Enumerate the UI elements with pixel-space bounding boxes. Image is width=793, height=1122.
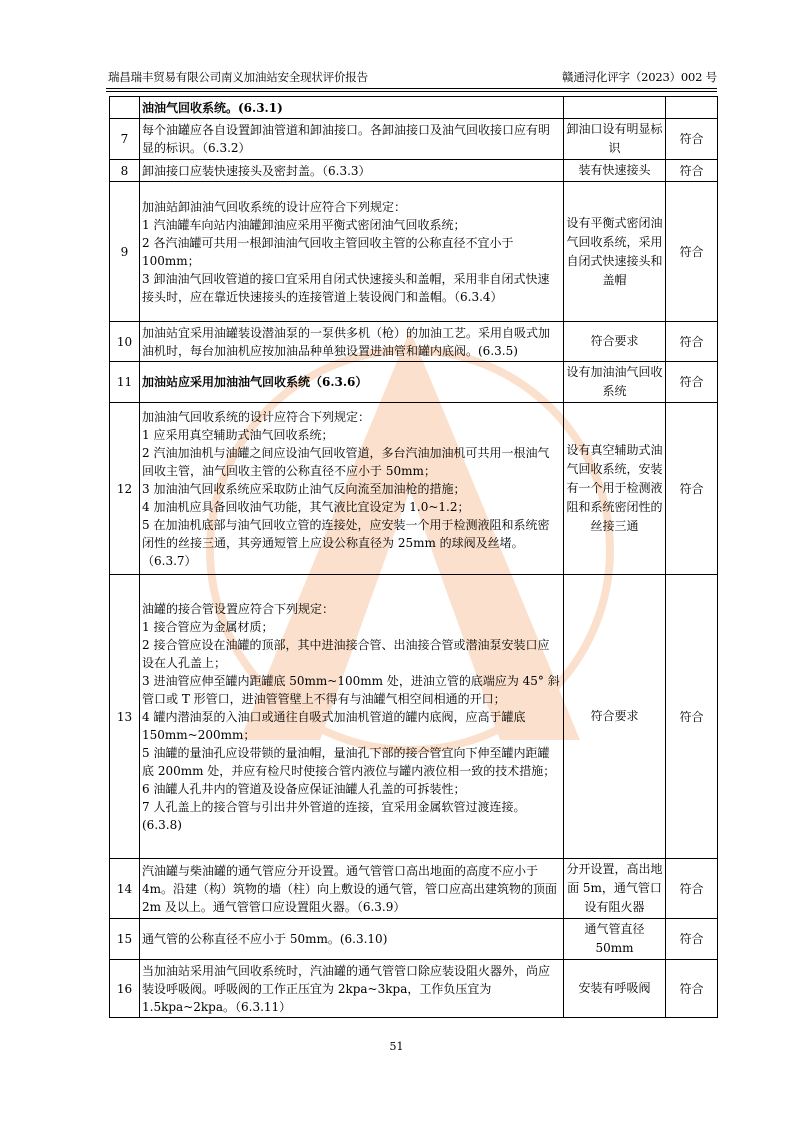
requirement-line: 油油气回收系统。(6.3.1) [142,100,283,115]
requirement-line: 3 卸油油气回收管道的接口宜采用自闭式快速接头和盖帽，采用非自闭式快速接头时，应在靠近快速接头的连接管道上装设阀门和盖帽。（6.3.4） [142,271,550,304]
requirement-line: 7 人孔盖上的接合管与引出井外管道的连接，宜采用金属软管过渡连接。(6.3.8) [142,799,526,832]
row-number: 8 [110,160,140,182]
conclusion-cell: 设有平衡式密闭油气回收系统，采用自闭式快速接头和盖帽 [564,182,666,322]
result-cell [666,97,718,119]
requirement-line: 1 接合管应为金属材质； [142,619,274,634]
requirement-line: 加油站应采用加油油气回收系统（6.3.6） [142,375,368,389]
requirement-cell [140,362,564,403]
table-row [110,182,718,322]
result-cell: 符合 [666,119,718,160]
row-number: 10 [110,322,140,362]
requirement-line: 3 进油管应伸至罐内距罐底 50mm~100mm 处，进油立管的底端应为 45° 斜管口或 T 形管口，进油管管壁上不得有与油罐气相空间相通的开口； [142,673,560,706]
header-divider-thin [106,91,717,92]
header-right: 赣通浔化评字（2023）002 号 [562,70,717,84]
requirement-cell [140,182,564,322]
row-number: 14 [110,859,140,919]
result-cell: 符合 [666,403,718,575]
requirement-cell [140,919,564,960]
result-cell: 符合 [666,182,718,322]
result-cell: 符合 [666,362,718,403]
conclusion-cell: 符合要求 [564,575,666,859]
row-number: 7 [110,119,140,160]
row-number: 9 [110,182,140,322]
table-row [110,859,718,919]
requirement-line: 1 汽油罐车向站内油罐卸油应采用平衡式密闭油气回收系统； [142,217,466,232]
requirement-line: 当加油站采用油气回收系统时，汽油罐的通气管管口除应装设阻火器外，尚应装设呼吸阀。呼吸阀的工作正压宜为 2kpa~3kpa，工作负压宜为 1.5kpa~2kpa。（6.3.11） [142,963,551,1014]
row-number [110,97,140,119]
conclusion-cell: 通气管直径50mm [564,919,666,960]
conclusion-cell [564,97,666,119]
requirement-line: 通气管的公称直径不应小于 50mm。(6.3.10) [142,932,388,946]
table-row [110,575,718,859]
conclusion-cell: 安装有呼吸阀 [564,960,666,1018]
requirement-cell [140,403,564,575]
page-number: 51 [389,1040,404,1053]
requirement-cell [140,160,564,182]
table-row [110,97,718,119]
conclusion-cell: 分开设置，高出地面 5m，通气管口设有阻火器 [564,859,666,919]
row-number: 13 [110,575,140,859]
requirement-cell [140,859,564,919]
requirement-line: 3 加油油气回收系统应采取防止油气反向流至加油枪的措施； [142,481,466,496]
table-row [110,362,718,403]
result-cell: 符合 [666,960,718,1018]
requirement-line: 4 罐内潜油泵的入油口或通往自吸式加油机管道的罐内底阀，应高于罐底 150mm~200mm； [142,709,526,742]
conclusion-cell: 卸油口设有明显标识 [564,119,666,160]
row-number: 15 [110,919,140,960]
result-cell: 符合 [666,322,718,362]
table-row [110,322,718,362]
requirement-cell [140,960,564,1018]
table-row [110,119,718,160]
requirement-line: 5 在加油机底部与油气回收立管的连接处，应安装一个用于检测液阻和系统密闭性的丝接三通，其旁通短管上应设公称直径为 25mm 的球阀及丝堵。（6.3.7） [142,517,550,568]
requirement-cell [140,119,564,160]
requirement-line: 6 油罐人孔井内的管道及设备应保证油罐人孔盖的可拆装性； [142,781,466,796]
table-row [110,919,718,960]
requirement-line: 加油站宜采用油罐装设潜油泵的一泵供多机（枪）的加油工艺。采用自吸式加油机时，每台加油机应按加油品种单独设置进油管和罐内底阀。(6.3.5) [142,325,551,358]
requirement-line: 加油油气回收系统的设计应符合下列规定： [142,409,371,424]
conclusion-cell: 设有真空辅助式油气回收系统，安装有一个用于检测液阻和系统密闭性的丝接三通 [564,403,666,575]
requirement-cell [140,322,564,362]
conclusion-cell: 装有快速接头 [564,160,666,182]
requirement-line: 每个油罐应各自设置卸油管道和卸油接口。各卸油接口及油气回收接口应有明显的标识。（6.3.2） [142,123,551,155]
requirement-line: 2 接合管应设在油罐的顶部，其中进油接合管、出油接合管或潜油泵安装口应设在人孔盖上； [142,637,550,670]
row-number: 12 [110,403,140,575]
requirement-line: 加油站卸油油气回收系统的设计应符合下列规定： [142,199,407,214]
conclusion-cell: 符合要求 [564,322,666,362]
requirement-cell [140,575,564,859]
requirement-line: 2 汽油加油机与油罐之间应设油气回收管道，多台汽油加油机可共用一根油气回收主管，油气回收主管的公称直径不应小于 50mm； [142,445,550,478]
requirement-line: 2 各汽油罐可共用一根卸油油气回收主管回收主管的公称直径不宜小于 100mm； [142,235,514,268]
requirement-line: 汽油罐与柴油罐的通气管应分开设置。通气管管口高出地面的高度不应小于 4m。沿建（构）筑物的墙（柱）向上敷设的通气管，管口应高出建筑物的顶面 2m 及以上。通气管管口应设置阻火器。（6.3.9） [142,863,558,914]
requirement-line: 卸油接口应装快速接头及密封盖。（6.3.3） [142,163,371,178]
conclusion-cell: 设有加油油气回收系统 [564,362,666,403]
header-divider [106,88,717,89]
requirement-cell [140,97,564,119]
table-row [110,960,718,1018]
result-cell: 符合 [666,160,718,182]
row-number: 11 [110,362,140,403]
requirement-line: 油罐的接合管设置应符合下列规定： [142,601,335,616]
result-cell: 符合 [666,859,718,919]
requirement-line: 1 应采用真空辅助式油气回收系统； [142,427,334,442]
table-row [110,160,718,182]
row-number: 16 [110,960,140,1018]
table-row [110,403,718,575]
requirement-line: 5 油罐的量油孔应设带锁的量油帽，量油孔下部的接合管宜向下伸至罐内距罐底 200mm 处，并应有检尺时使接合管内液位与罐内液位相一致的技术措施； [142,745,556,778]
result-cell: 符合 [666,919,718,960]
result-cell: 符合 [666,575,718,859]
header-left: 瑞昌瑞丰贸易有限公司南义加油站安全现状评价报告 [108,70,368,84]
requirement-line: 4 加油机应具备回收油气功能，其气液比宜设定为 1.0~1.2； [142,499,470,514]
evaluation-table [109,96,718,1018]
